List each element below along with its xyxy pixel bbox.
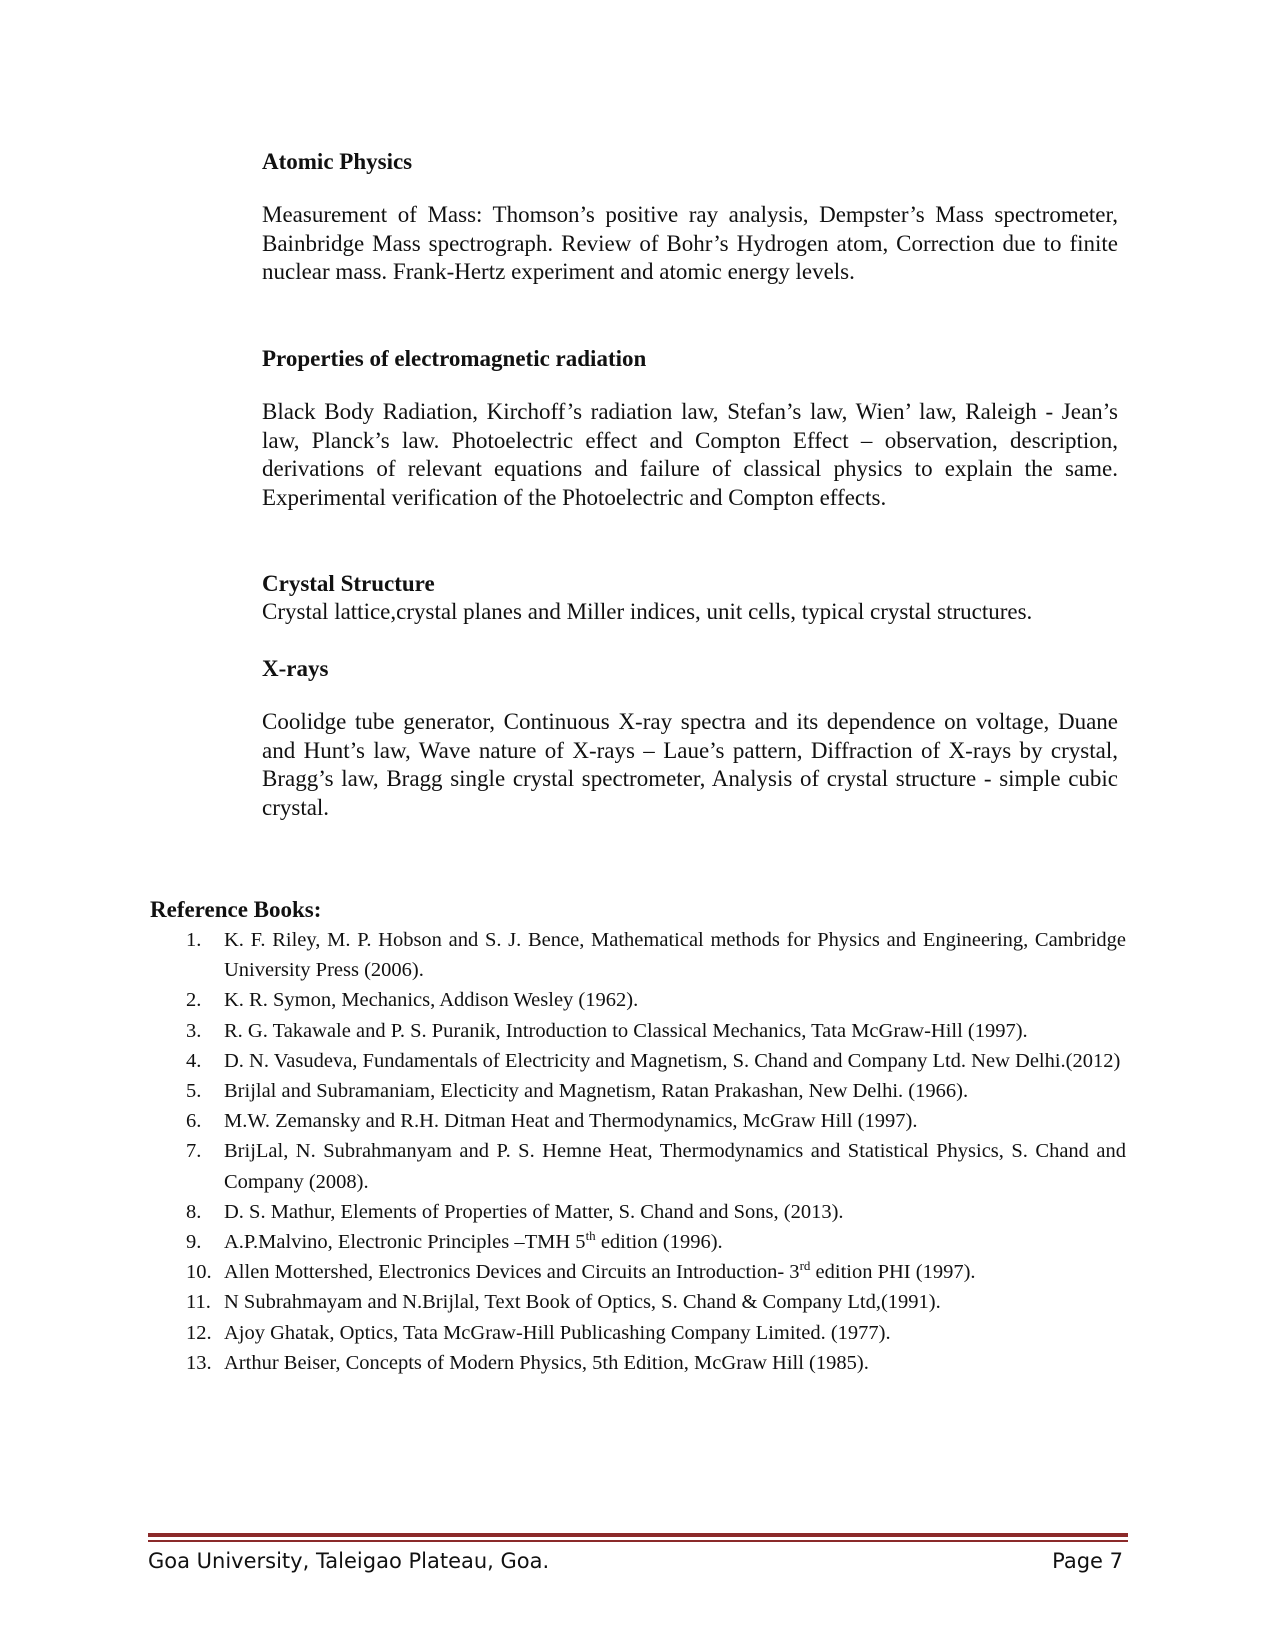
reference-text: R. G. Takawale and P. S. Puranik, Introduction to Classical Mechanics, Tata McGraw-Hill (1997). <box>224 1019 1028 1042</box>
reference-text: D. S. Mathur, Elements of Properties of Matter, S. Chand and Sons, (2013). <box>224 1200 844 1223</box>
reference-item <box>186 985 1126 1015</box>
section-crystal-structure <box>262 570 1118 627</box>
reference-text: K. F. Riley, M. P. Hobson and S. J. Bence, Mathematical methods for Physics and Engineering, Cambridge University Press (2006). <box>224 929 1126 982</box>
reference-item <box>186 1197 1126 1227</box>
reference-item <box>186 1287 1126 1317</box>
section-body: Measurement of Mass: Thomson’s positive ray analysis, Dempster’s Mass spectrometer, Bainbridge Mass spectrograph. Review of Bohr’s Hydrogen atom, Correction due to finite nuclear mass. Frank-Hertz experiment and atomic energy levels. <box>262 202 1118 285</box>
section-body: Black Body Radiation, Kirchoff’s radiation law, Stefan’s law, Wien’ law, Raleigh - Jean’s law, Planck’s law. Photoelectric effect and Compton Effect – observation, description, derivations of relevant equations and failure of classical physics to explain the same. Experimental verification of the Photoelectric and Compton effects. <box>262 399 1118 510</box>
reference-number: 9. <box>186 1231 202 1254</box>
reference-text: D. N. Vasudeva, Fundamentals of Electricity and Magnetism, S. Chand and Company Ltd. New Delhi.(2012) <box>224 1049 1121 1072</box>
reference-number: 2. <box>186 989 202 1012</box>
section-em-radiation <box>262 345 1118 512</box>
reference-item <box>186 925 1126 985</box>
reference-item <box>186 1046 1126 1076</box>
reference-text: Brijlal and Subramaniam, Electicity and Magnetism, Ratan Prakashan, New Delhi. (1966). <box>224 1080 969 1103</box>
reference-item <box>186 1318 1126 1348</box>
reference-number: 5. <box>186 1080 202 1103</box>
superscript: th <box>585 1228 596 1244</box>
reference-text: Arthur Beiser, Concepts of Modern Physics, 5th Edition, McGraw Hill (1985). <box>224 1351 869 1374</box>
reference-number: 7. <box>186 1140 202 1163</box>
reference-item <box>186 1227 1126 1257</box>
reference-text: M.W. Zemansky and R.H. Ditman Heat and Thermodynamics, McGraw Hill (1997). <box>224 1110 918 1133</box>
footer-page-number: Page 7 <box>1052 1549 1123 1573</box>
reference-text: Ajoy Ghatak, Optics, Tata McGraw-Hill Publicashing Company Limited. (1977). <box>224 1321 891 1344</box>
reference-number: 3. <box>186 1019 202 1042</box>
reference-text <box>224 1228 723 1254</box>
reference-text: BrijLal, N. Subrahmanyam and P. S. Hemne Heat, Thermodynamics and Statistical Physics, S. Chand and Company (2008). <box>224 1140 1126 1193</box>
section-x-rays <box>262 655 1118 822</box>
reference-item <box>186 1106 1126 1136</box>
footer-rule-thick <box>148 1533 1128 1537</box>
section-atomic-physics <box>262 148 1118 287</box>
reference-item <box>186 1076 1126 1106</box>
reference-number: 4. <box>186 1049 202 1072</box>
reference-text: K. R. Symon, Mechanics, Addison Wesley (1962). <box>224 989 639 1012</box>
reference-books-title: Reference Books: <box>150 897 322 922</box>
reference-number: 6. <box>186 1110 202 1133</box>
section-heading: X-rays <box>262 656 329 681</box>
footer-rule-thin <box>148 1540 1128 1542</box>
section-body: Crystal lattice,crystal planes and Miller indices, unit cells, typical crystal structures. <box>262 599 1033 624</box>
reference-text <box>224 1258 976 1284</box>
reference-text-main: A.P.Malvino, Electronic Principles –TMH 5 <box>224 1231 586 1254</box>
section-heading: Properties of electromagnetic radiation <box>262 346 647 371</box>
superscript: rd <box>799 1258 811 1274</box>
reference-item <box>186 1016 1126 1046</box>
reference-number: 12. <box>186 1321 212 1344</box>
reference-item <box>186 1136 1126 1196</box>
footer-institution: Goa University, Taleigao Plateau, Goa. <box>148 1549 550 1573</box>
reference-list <box>186 925 1126 1378</box>
reference-number: 13. <box>186 1351 212 1374</box>
section-body: Coolidge tube generator, Continuous X-ray spectra and its dependence on voltage, Duane and Hunt’s law, Wave nature of X-rays – Laue’s pattern, Diffraction of X-rays by crystal, Bragg’s law, Bragg single crystal spectrometer, Analysis of crystal structure - simple cubic crystal. <box>262 709 1118 820</box>
section-heading: Atomic Physics <box>262 149 413 174</box>
reference-text-main: Allen Mottershed, Electronics Devices and Circuits an Introduction- 3 <box>224 1261 800 1284</box>
reference-item <box>186 1348 1126 1378</box>
reference-text: N Subrahmayam and N.Brijlal, Text Book of Optics, S. Chand & Company Ltd,(1991). <box>224 1291 941 1314</box>
reference-number: 11. <box>186 1291 211 1314</box>
reference-number: 10. <box>186 1261 212 1284</box>
reference-text-tail: edition PHI (1997). <box>810 1261 976 1284</box>
reference-text-tail: edition (1996). <box>595 1231 723 1254</box>
reference-number: 8. <box>186 1200 202 1223</box>
section-heading: Crystal Structure <box>262 571 435 596</box>
reference-item <box>186 1257 1126 1287</box>
reference-number: 1. <box>186 929 202 951</box>
